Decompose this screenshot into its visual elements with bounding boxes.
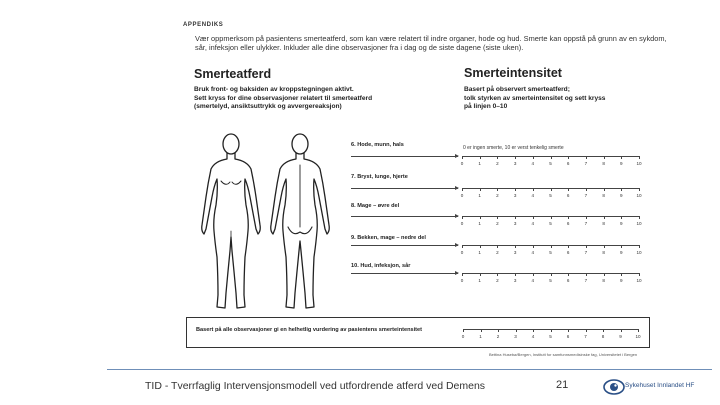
- scale-tick: [639, 216, 640, 219]
- row-arrow: [351, 188, 458, 189]
- hospital-logo: [603, 374, 713, 400]
- scale-tick: [497, 156, 498, 159]
- scale-tick: [480, 216, 481, 219]
- scale-tick: [604, 216, 605, 219]
- scale-number: 6: [566, 193, 570, 198]
- scale-number: 9: [619, 334, 622, 339]
- scale-number: 3: [513, 161, 517, 166]
- scale-number: 8: [601, 334, 605, 339]
- scale-tick: [480, 273, 481, 276]
- intensity-instructions: [464, 86, 605, 112]
- body-front-figure[interactable]: [202, 134, 261, 308]
- page-number: 21: [556, 379, 569, 391]
- scale-tick: [533, 156, 534, 159]
- scale-number: 3: [513, 193, 517, 198]
- intro-text: [195, 34, 667, 53]
- scale-number: 0: [460, 221, 464, 226]
- instruction-line: (smertelyd, ansiktsuttrykk og avvergereaksjon): [194, 103, 342, 111]
- scale-tick: [586, 188, 587, 191]
- scale-tick: [533, 188, 534, 191]
- scale-tick: [515, 216, 516, 219]
- scale-tick: [586, 216, 587, 219]
- scale-tick: [462, 245, 463, 248]
- scale-number: 6: [566, 161, 570, 166]
- scale-number: 9: [620, 278, 623, 283]
- scale-tick: [551, 245, 552, 248]
- scale-note: 0 er ingen smerte, 10 er verst tenkelig smerte: [463, 145, 564, 151]
- scale-number: 10: [636, 161, 642, 166]
- scale-number: 2: [496, 250, 499, 255]
- scale-tick: [515, 188, 516, 191]
- pain-scale-overall[interactable]: [463, 329, 639, 339]
- scale-tick: [586, 329, 587, 332]
- row-label-head: 6. Hode, munn, hals: [351, 142, 404, 148]
- scale-number: 0: [460, 161, 464, 166]
- body-diagram[interactable]: [197, 131, 337, 316]
- scale-number: 10: [636, 193, 642, 198]
- appendix-label: APPENDIKS: [183, 22, 224, 28]
- scale-number: 2: [496, 221, 499, 226]
- scale-tick: [639, 245, 640, 248]
- scale-number: 8: [602, 278, 605, 283]
- scale-tick: [621, 273, 622, 276]
- scale-tick: [621, 156, 622, 159]
- row-arrow: [351, 216, 458, 217]
- scale-tick: [515, 245, 516, 248]
- scale-number: 1: [478, 161, 481, 166]
- scale-number: 2: [496, 334, 500, 339]
- pain-scale-upper-abdomen[interactable]: [462, 216, 640, 226]
- pain-scale-skin[interactable]: [462, 273, 640, 283]
- instruction-line: Basert på observert smerteatferd;: [464, 86, 570, 93]
- scale-number: 5: [549, 193, 552, 198]
- scale-tick: [604, 273, 605, 276]
- scale-number: 1: [478, 193, 481, 198]
- scale-tick: [462, 273, 463, 276]
- scale-tick: [621, 245, 622, 248]
- scale-number: 4: [531, 278, 535, 283]
- row-label-skin: 10. Hud, infeksjon, sår: [351, 263, 411, 269]
- row-label-pelvis: 9. Bekken, mage – nedre del: [351, 235, 426, 241]
- scale-number: 5: [549, 250, 552, 255]
- scale-tick: [533, 216, 534, 219]
- row-label-chest: 7. Bryst, lunge, hjerte: [351, 174, 408, 180]
- scale-tick: [568, 273, 569, 276]
- scale-number: 5: [549, 278, 552, 283]
- behaviour-heading: Smerteatferd: [194, 67, 272, 81]
- scale-tick: [480, 245, 481, 248]
- scale-tick: [497, 273, 498, 276]
- intro-line: Vær oppmerksom på pasientens smerteatferd, som kan være relatert til indre organer, hode og hud. Smerte kan oppstå på grunn av en sykdom,: [195, 34, 667, 43]
- scale-number: 3: [513, 221, 517, 226]
- intro-line: sår, infeksjon eller ulykker. Inkluder alle dine observasjoner fra i dag og de siste dagene (siste uken).: [195, 43, 524, 53]
- scale-tick: [515, 156, 516, 159]
- row-label-upper-abdomen: 8. Mage – øvre del: [351, 203, 400, 209]
- scale-tick: [621, 216, 622, 219]
- scale-tick: [462, 156, 463, 159]
- scale-tick: [603, 329, 604, 332]
- scale-tick: [586, 245, 587, 248]
- scale-tick: [533, 245, 534, 248]
- scale-tick: [462, 216, 463, 219]
- scale-tick: [551, 156, 552, 159]
- scale-number: 4: [531, 193, 535, 198]
- scale-tick: [639, 156, 640, 159]
- scale-number: 8: [602, 221, 605, 226]
- pain-scale-head[interactable]: [462, 156, 640, 166]
- pain-scale-pelvis[interactable]: [462, 245, 640, 255]
- logo-text: Sykehuset Innlandet HF: [625, 382, 695, 389]
- scale-number: 9: [620, 250, 623, 255]
- instruction-line: på linjen 0–10: [464, 103, 508, 111]
- scale-number: 0: [460, 250, 464, 255]
- scale-tick: [480, 156, 481, 159]
- scale-number: 2: [496, 161, 499, 166]
- scale-tick: [621, 329, 622, 332]
- instruction-line: tolk styrken av smerteintensitet og sett kryss: [464, 94, 606, 102]
- credit-line: Bettina Husebø/Bergen, Institutt for samfunnsmedisinske fag, Universitetet i Bergen: [489, 352, 638, 357]
- scale-number: 8: [602, 161, 605, 166]
- footer-title: TID - Tverrfaglig Intervensjonsmodell ved utfordrende atferd ved Demens: [145, 380, 486, 392]
- scale-number: 7: [584, 250, 588, 255]
- scale-number: 4: [531, 221, 535, 226]
- intensity-heading: Smerteintensitet: [464, 66, 562, 80]
- row-arrow: [351, 273, 458, 274]
- scale-number: 10: [636, 250, 642, 255]
- scale-number: 7: [584, 193, 588, 198]
- scale-number: 3: [513, 250, 517, 255]
- instruction-line: Sett kryss for dine observasjoner relatert til smerteatferd: [194, 94, 373, 102]
- footer-divider: [107, 369, 712, 370]
- scale-number: 9: [620, 221, 623, 226]
- row-arrow: [351, 156, 458, 157]
- scale-number: 0: [460, 193, 464, 198]
- scale-tick: [568, 216, 569, 219]
- scale-number: 6: [566, 334, 570, 339]
- scale-number: 4: [531, 334, 535, 339]
- scale-number: 6: [566, 278, 570, 283]
- scale-tick: [568, 156, 569, 159]
- scale-tick: [533, 329, 534, 332]
- scale-tick: [604, 245, 605, 248]
- scale-tick: [481, 329, 482, 332]
- body-back-figure[interactable]: [271, 134, 330, 308]
- scale-number: 1: [478, 221, 481, 226]
- summary-box: [186, 317, 650, 348]
- scale-tick: [621, 188, 622, 191]
- scale-tick: [551, 329, 552, 332]
- scale-number: 8: [602, 193, 605, 198]
- scale-number: 0: [461, 334, 465, 339]
- row-arrow: [351, 245, 458, 246]
- scale-number: 8: [602, 250, 605, 255]
- scale-number: 5: [549, 221, 552, 226]
- scale-number: 3: [513, 278, 517, 283]
- scale-tick: [497, 188, 498, 191]
- scale-number: 10: [635, 334, 641, 339]
- scale-number: 2: [496, 193, 499, 198]
- scale-number: 6: [566, 250, 570, 255]
- scale-number: 4: [531, 250, 535, 255]
- scale-number: 9: [620, 193, 623, 198]
- scale-number: 7: [584, 161, 588, 166]
- scale-number: 3: [514, 334, 517, 339]
- scale-number: 7: [584, 221, 588, 226]
- scale-number: 7: [584, 278, 588, 283]
- scale-number: 6: [566, 221, 570, 226]
- scale-tick: [497, 216, 498, 219]
- scale-number: 4: [531, 161, 535, 166]
- scale-tick: [515, 273, 516, 276]
- logo-eye-icon: [603, 376, 625, 398]
- scale-tick: [638, 329, 639, 332]
- form-sheet: [177, 14, 667, 364]
- scale-tick: [604, 188, 605, 191]
- scale-tick: [604, 156, 605, 159]
- scale-number: 7: [584, 334, 587, 339]
- scale-tick: [551, 216, 552, 219]
- scale-tick: [639, 188, 640, 191]
- scale-tick: [568, 329, 569, 332]
- scale-tick: [462, 188, 463, 191]
- scale-number: 10: [636, 221, 642, 226]
- pain-scale-chest[interactable]: [462, 188, 640, 198]
- scale-tick: [586, 156, 587, 159]
- scale-number: 5: [549, 334, 552, 339]
- scale-number: 1: [478, 278, 481, 283]
- scale-tick: [586, 273, 587, 276]
- scale-number: 1: [478, 250, 481, 255]
- scale-tick: [516, 329, 517, 332]
- scale-number: 5: [549, 161, 552, 166]
- scale-tick: [551, 188, 552, 191]
- scale-tick: [498, 329, 499, 332]
- scale-number: 9: [620, 161, 623, 166]
- scale-tick: [533, 273, 534, 276]
- scale-tick: [480, 188, 481, 191]
- scale-tick: [568, 245, 569, 248]
- scale-number: 0: [460, 278, 464, 283]
- summary-label: Basert på alle observasjoner gi en helhetlig vurdering av pasientens smerteintensitet: [196, 327, 423, 333]
- scale-number: 10: [636, 278, 642, 283]
- behaviour-instructions: [194, 86, 372, 112]
- scale-tick: [551, 273, 552, 276]
- scale-tick: [463, 329, 464, 332]
- scale-tick: [497, 245, 498, 248]
- scale-number: 2: [496, 278, 499, 283]
- scale-tick: [568, 188, 569, 191]
- scale-number: 1: [479, 334, 482, 339]
- scale-tick: [639, 273, 640, 276]
- instruction-line: Bruk front- og baksiden av kroppstegningen aktivt.: [194, 86, 354, 93]
